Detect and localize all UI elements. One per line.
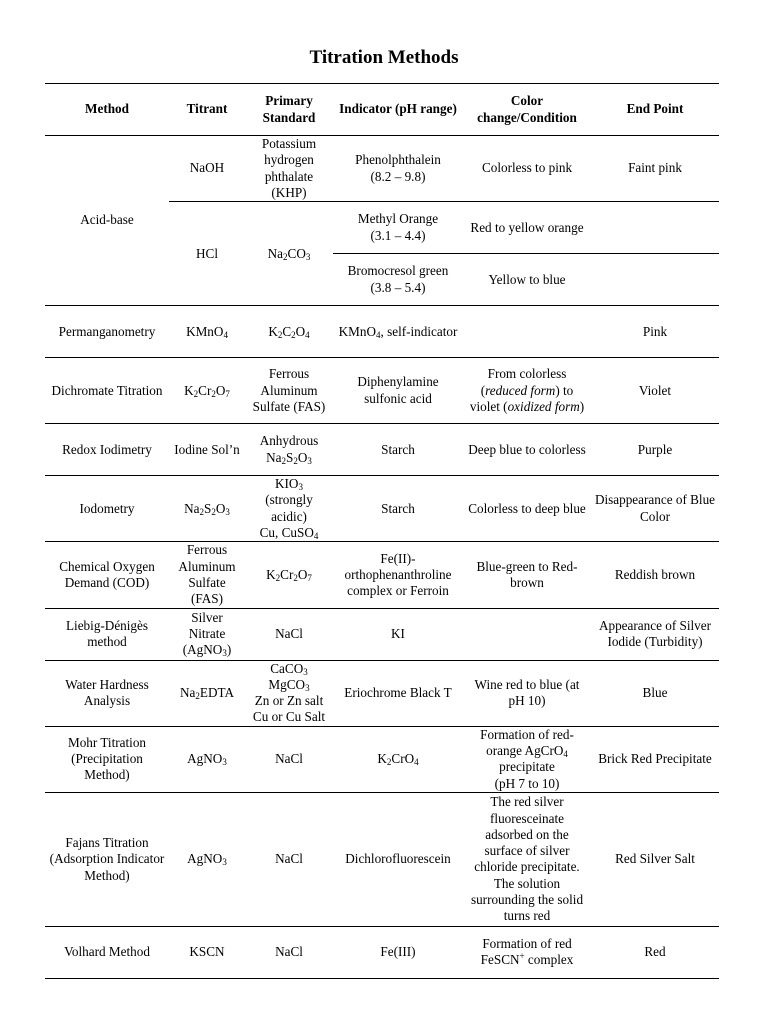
end-point-cell: Brick Red Precipitate: [591, 726, 719, 792]
method-mohr: Mohr Titration (Precipitation Method): [45, 726, 169, 792]
primary-standard-cell: $K_2C_2O_4$: [245, 306, 333, 358]
header-titrant: Titrant: [169, 84, 245, 136]
color-change-cell: Yellow to blue: [463, 254, 591, 306]
indicator-cell: Phenolphthalein (8.2 – 9.8): [333, 136, 463, 202]
color-change-cell: Colorless to pink: [463, 136, 591, 202]
header-end-point: End Point: [591, 84, 719, 136]
titration-table: [45, 83, 719, 979]
color-change-cell: Colorless to deep blue: [463, 476, 591, 542]
table-row: [45, 926, 719, 978]
primary-standard-cell: NaCl: [245, 726, 333, 792]
end-point-cell: Appearance of Silver Iodide (Turbidity): [591, 608, 719, 660]
table-row: [45, 476, 719, 542]
color-change-cell: Formation of red-orange AgCrO$_4$ precipitate (pH 7 to 10): [463, 726, 591, 792]
color-change-cell: [463, 608, 591, 660]
end-point-cell: Faint pink: [591, 136, 719, 202]
titrant-cell: NaOH: [169, 136, 245, 202]
primary-standard-cell: $KIO_3$ (strongly acidic) Cu, CuSO$_4$: [245, 476, 333, 542]
table-row: [45, 792, 719, 926]
header-primary-standard: Primary Standard: [245, 84, 333, 136]
header-indicator: Indicator (pH range): [333, 84, 463, 136]
method-acid-base: Acid-base: [45, 136, 169, 306]
end-point-cell: Disappearance of Blue Color: [591, 476, 719, 542]
titrant-cell: $Na_2EDTA$: [169, 660, 245, 726]
titrant-cell: HCl: [169, 202, 245, 306]
header-color-change: Color change/Condition: [463, 84, 591, 136]
table-row: [45, 358, 719, 424]
end-point-cell: Blue: [591, 660, 719, 726]
method-permanganometry: Permanganometry: [45, 306, 169, 358]
indicator-cell: Bromocresol green (3.8 – 5.4): [333, 254, 463, 306]
titrant-cell: AgNO$_3$: [169, 726, 245, 792]
page-title: Titration Methods: [309, 47, 459, 68]
primary-standard-cell: Ferrous Aluminum Sulfate (FAS): [245, 358, 333, 424]
primary-standard-cell: $K_2Cr_2O_7$: [245, 542, 333, 608]
color-change-cell: Wine red to blue (at pH 10): [463, 660, 591, 726]
table-row: [45, 660, 719, 726]
titrant-cell: AgNO$_3$: [169, 792, 245, 926]
method-dichromate: Dichromate Titration: [45, 358, 169, 424]
titrant-cell: Ferrous Aluminum Sulfate (FAS): [169, 542, 245, 608]
primary-standard-cell: $Na_2CO_3$: [245, 202, 333, 306]
table-row: [45, 726, 719, 792]
color-change-cell: [463, 306, 591, 358]
titrant-cell: Silver Nitrate (AgNO$_3$): [169, 608, 245, 660]
method-fajans: Fajans Titration (Adsorption Indicator Method): [45, 792, 169, 926]
indicator-cell: Diphenylamine sulfonic acid: [333, 358, 463, 424]
indicator-cell: $K_2CrO_4$: [333, 726, 463, 792]
indicator-cell: Starch: [333, 476, 463, 542]
method-redox-iodimetry: Redox Iodimetry: [45, 424, 169, 476]
end-point-cell: Reddish brown: [591, 542, 719, 608]
method-liebig-deniges: Liebig-Dénigès method: [45, 608, 169, 660]
primary-standard-cell: Potassium hydrogen phthalate (KHP): [245, 136, 333, 202]
end-point-cell: Red Silver Salt: [591, 792, 719, 926]
header-method: Method: [45, 84, 169, 136]
color-change-cell: Red to yellow orange: [463, 202, 591, 254]
header-row: [45, 84, 719, 136]
indicator-cell: KI: [333, 608, 463, 660]
indicator-cell: Starch: [333, 424, 463, 476]
table-row: [45, 136, 719, 202]
titrant-cell: KMnO$_4$: [169, 306, 245, 358]
indicator-cell: Eriochrome Black T: [333, 660, 463, 726]
titrant-cell: $Na_2S_2O_3$: [169, 476, 245, 542]
color-change-cell: Blue-green to Red-brown: [463, 542, 591, 608]
end-point-cell: [591, 254, 719, 306]
end-point-cell: Red: [591, 926, 719, 978]
table-row: [45, 608, 719, 660]
indicator-cell: Dichlorofluorescein: [333, 792, 463, 926]
table-row: [45, 306, 719, 358]
primary-standard-cell: NaCl: [245, 792, 333, 926]
method-volhard: Volhard Method: [45, 926, 169, 978]
titrant-cell: KSCN: [169, 926, 245, 978]
end-point-cell: Violet: [591, 358, 719, 424]
titrant-cell: $K_2Cr_2O_7$: [169, 358, 245, 424]
color-change-cell: Formation of red FeSCN+ complex: [463, 926, 591, 978]
color-change-cell: The red silver fluoresceinate adsorbed on the surface of silver chloride precipitate. The solution surrounding the solid turns red: [463, 792, 591, 926]
primary-standard-cell: NaCl: [245, 926, 333, 978]
method-water-hardness: Water Hardness Analysis: [45, 660, 169, 726]
end-point-cell: Pink: [591, 306, 719, 358]
table-row: [45, 424, 719, 476]
end-point-cell: Purple: [591, 424, 719, 476]
primary-standard-cell: CaCO$_3$ MgCO$_3$ Zn or Zn salt Cu or Cu Salt: [245, 660, 333, 726]
end-point-cell: [591, 202, 719, 254]
primary-standard-cell: NaCl: [245, 608, 333, 660]
color-change-cell: From colorless (reduced form) to violet (oxidized form): [463, 358, 591, 424]
titrant-cell: Iodine Sol’n: [169, 424, 245, 476]
indicator-cell: KMnO$_4$, self-indicator: [333, 306, 463, 358]
method-cod: Chemical Oxygen Demand (COD): [45, 542, 169, 608]
indicator-cell: Fe(II)-orthophenanthroline complex or Ferroin: [333, 542, 463, 608]
primary-standard-cell: Anhydrous $Na_2S_2O_3$: [245, 424, 333, 476]
indicator-cell: Methyl Orange (3.1 – 4.4): [333, 202, 463, 254]
color-change-cell: Deep blue to colorless: [463, 424, 591, 476]
table-row: [45, 542, 719, 608]
method-iodometry: Iodometry: [45, 476, 169, 542]
indicator-cell: Fe(III): [333, 926, 463, 978]
